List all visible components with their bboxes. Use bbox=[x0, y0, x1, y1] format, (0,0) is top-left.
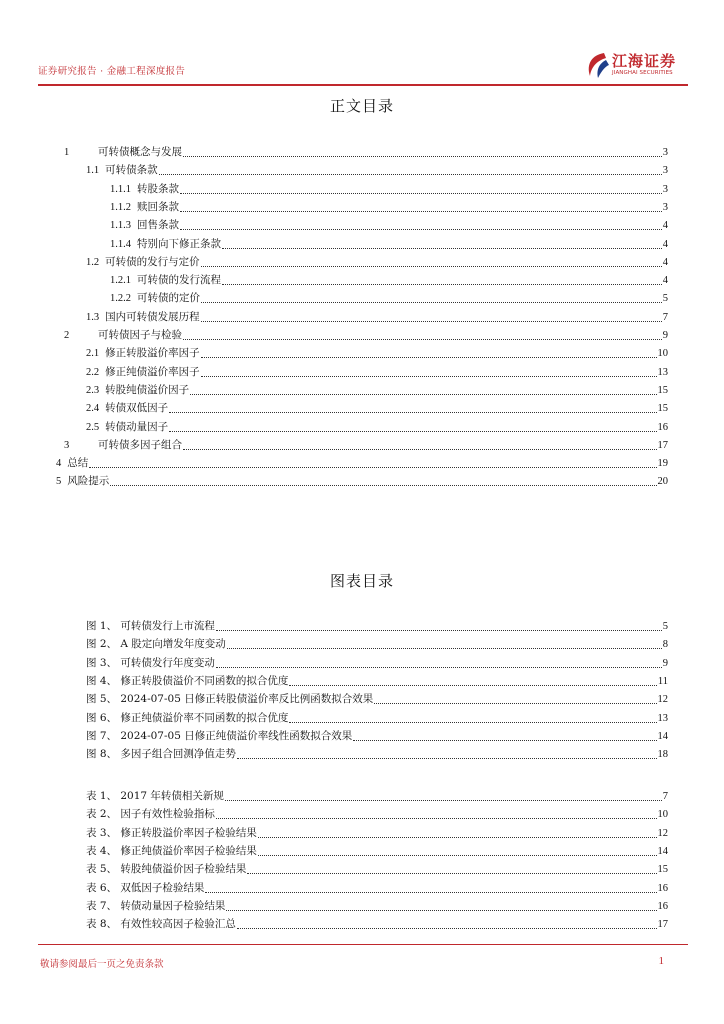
entry-title: 表 8、 有效性较高因子检验汇总 bbox=[86, 918, 236, 931]
list-entry[interactable] bbox=[86, 746, 668, 764]
entry-title: 风险提示 bbox=[67, 475, 110, 488]
list-entry[interactable] bbox=[86, 618, 668, 636]
entry-title: 可转债概念与发展 bbox=[98, 146, 182, 158]
list-entry[interactable] bbox=[86, 825, 668, 843]
list-entry[interactable] bbox=[86, 916, 668, 934]
entry-page-number: 16 bbox=[657, 882, 668, 894]
dot-leader bbox=[159, 165, 662, 175]
list-entry[interactable] bbox=[86, 655, 668, 673]
logo-mark-icon bbox=[584, 50, 610, 80]
entry-title: 图 8、 多因子组合回测净值走势 bbox=[86, 748, 236, 761]
toc-title: 正文目录 bbox=[329, 97, 394, 115]
figures-title: 图表目录 bbox=[329, 572, 394, 590]
entry-title: 表 4、 修正纯债溢价率因子检验结果 bbox=[86, 844, 257, 857]
dot-leader bbox=[353, 731, 656, 741]
entry-title: 转债双低因子 bbox=[105, 402, 169, 415]
toc-entry[interactable] bbox=[86, 345, 668, 363]
entry-page-number: 4 bbox=[662, 275, 668, 287]
entry-page-number: 11 bbox=[657, 675, 668, 687]
dot-leader bbox=[237, 919, 657, 929]
dot-leader bbox=[289, 676, 657, 686]
entry-title: 转股纯债溢价因子 bbox=[105, 383, 190, 396]
page-header bbox=[38, 50, 688, 90]
toc-entry-number: 1.1.2 bbox=[110, 201, 131, 213]
toc-entry-number: 1.1 bbox=[86, 165, 100, 177]
list-entry[interactable] bbox=[86, 710, 668, 728]
dot-leader bbox=[183, 147, 662, 157]
entry-page-number: 13 bbox=[657, 366, 668, 378]
toc-entry-number: 2 bbox=[64, 330, 70, 341]
toc-entry-number: 1.2.1 bbox=[110, 275, 131, 287]
entry-page-number: 5 bbox=[662, 293, 668, 305]
dot-leader bbox=[180, 220, 662, 230]
toc-entry-number: 1.2.2 bbox=[110, 293, 131, 305]
entry-page-number: 12 bbox=[657, 827, 668, 839]
entry-page-number: 17 bbox=[657, 439, 668, 451]
dot-leader bbox=[169, 422, 656, 432]
list-entry[interactable] bbox=[86, 728, 668, 746]
list-entry[interactable] bbox=[86, 673, 668, 691]
dot-leader bbox=[201, 348, 657, 358]
dot-leader bbox=[180, 184, 662, 194]
toc-entry-number: 1.3 bbox=[86, 311, 100, 323]
entry-title: 图 1、 可转债发行上市流程 bbox=[86, 620, 215, 632]
entry-page-number: 9 bbox=[662, 330, 668, 341]
entry-title: 特别向下修正条款 bbox=[137, 237, 221, 250]
entry-page-number: 10 bbox=[657, 348, 668, 360]
page-number: 1 bbox=[658, 955, 664, 967]
toc-entry[interactable] bbox=[86, 419, 668, 437]
dot-leader bbox=[190, 385, 656, 395]
entry-page-number: 13 bbox=[657, 712, 668, 724]
list-entry[interactable] bbox=[86, 898, 668, 916]
list-entry[interactable] bbox=[86, 843, 668, 861]
entry-title: 修正转股溢价率因子 bbox=[105, 347, 200, 360]
entry-title: 表 1、 2017 年转债相关新规 bbox=[86, 790, 224, 802]
header-divider bbox=[38, 84, 688, 86]
toc-entry[interactable] bbox=[110, 236, 668, 254]
list-entry[interactable] bbox=[86, 636, 668, 654]
entry-title: 表 7、 转债动量因子检验结果 bbox=[86, 899, 226, 912]
dot-leader bbox=[89, 458, 656, 468]
dot-leader bbox=[205, 883, 656, 893]
report-type-label: 证券研究报告 · 金融工程深度报告 bbox=[38, 66, 186, 77]
toc-entry[interactable] bbox=[86, 254, 668, 272]
dot-leader bbox=[222, 239, 662, 249]
toc-entry[interactable] bbox=[64, 437, 668, 455]
entry-page-number: 15 bbox=[657, 384, 668, 396]
entry-page-number: 7 bbox=[662, 791, 668, 802]
dot-leader bbox=[247, 864, 656, 874]
toc-entry-number: 1 bbox=[64, 147, 70, 158]
entry-page-number: 14 bbox=[657, 730, 668, 742]
entry-page-number: 15 bbox=[657, 403, 668, 415]
toc-entry[interactable] bbox=[56, 473, 668, 491]
toc-entry[interactable] bbox=[86, 309, 668, 327]
dot-leader bbox=[222, 275, 662, 285]
list-entry[interactable] bbox=[86, 691, 668, 709]
dot-leader bbox=[237, 749, 657, 759]
toc-entry-number: 1.2 bbox=[86, 256, 100, 268]
entry-title: 可转债多因子组合 bbox=[98, 438, 182, 451]
toc-entry-number: 2.5 bbox=[86, 421, 100, 433]
entry-page-number: 4 bbox=[662, 238, 668, 250]
entry-title: 图 3、 可转债发行年度变动 bbox=[86, 656, 215, 669]
entry-title: 回售条款 bbox=[137, 219, 179, 232]
entry-title: 国内可转债发展历程 bbox=[105, 310, 200, 323]
entry-title: 图 2、 A 股定向增发年度变动 bbox=[86, 638, 226, 651]
entry-page-number: 4 bbox=[662, 220, 668, 232]
toc-entry[interactable] bbox=[110, 290, 668, 308]
entry-page-number: 3 bbox=[662, 201, 668, 213]
toc-entry-number: 2.4 bbox=[86, 403, 100, 415]
entry-title: 表 3、 修正转股溢价率因子检验结果 bbox=[86, 826, 257, 839]
toc-entry[interactable] bbox=[110, 217, 668, 235]
entry-page-number: 8 bbox=[662, 639, 668, 651]
toc-entry-number: 1.1.1 bbox=[110, 183, 131, 195]
toc-entry-number: 2.2 bbox=[86, 366, 100, 378]
entry-page-number: 3 bbox=[662, 165, 668, 177]
entry-page-number: 16 bbox=[657, 421, 668, 433]
dot-leader bbox=[226, 901, 656, 911]
entry-page-number: 10 bbox=[657, 809, 668, 821]
entry-page-number: 3 bbox=[662, 147, 668, 158]
toc-entry[interactable] bbox=[86, 400, 668, 418]
toc-entry-number: 4 bbox=[56, 458, 62, 470]
entry-page-number: 3 bbox=[662, 183, 668, 195]
entry-page-number: 15 bbox=[657, 864, 668, 876]
entry-title: 表 6、 双低因子检验结果 bbox=[86, 881, 205, 894]
toc-entry[interactable] bbox=[64, 144, 668, 162]
entry-page-number: 17 bbox=[657, 919, 668, 931]
entry-title: 转债动量因子 bbox=[105, 420, 169, 433]
entry-title: 图 5、 2024-07-05 日修正转股债溢价率反比例函数拟合效果 bbox=[86, 693, 374, 706]
logo-chinese-name: 江海证券 bbox=[612, 52, 677, 70]
dot-leader bbox=[227, 639, 662, 649]
entry-title: 表 2、 因子有效性检验指标 bbox=[86, 808, 215, 821]
toc-entry-number: 2.3 bbox=[86, 384, 100, 396]
list-entry[interactable] bbox=[86, 861, 668, 879]
entry-title: 赎回条款 bbox=[137, 200, 179, 213]
list-entry[interactable] bbox=[86, 788, 668, 806]
dot-leader bbox=[201, 312, 662, 322]
dot-leader bbox=[201, 293, 662, 303]
dot-leader bbox=[374, 694, 656, 704]
toc-entry-number: 1.1.4 bbox=[110, 238, 131, 250]
toc-entry-number: 1.1.3 bbox=[110, 220, 131, 232]
entry-title: 可转债的定价 bbox=[137, 292, 200, 305]
entry-page-number: 18 bbox=[657, 749, 668, 761]
dot-leader bbox=[110, 476, 656, 486]
footer-divider bbox=[38, 944, 688, 945]
toc-entry[interactable] bbox=[86, 382, 668, 400]
entry-page-number: 7 bbox=[662, 311, 668, 323]
entry-title: 可转债的发行流程 bbox=[137, 274, 221, 287]
entry-title: 可转债条款 bbox=[105, 164, 158, 177]
entry-page-number: 14 bbox=[657, 845, 668, 857]
list-entry[interactable] bbox=[86, 880, 668, 898]
dot-leader bbox=[216, 809, 657, 819]
toc-entry-number: 2.1 bbox=[86, 348, 100, 360]
dot-leader bbox=[169, 403, 656, 413]
entry-page-number: 20 bbox=[657, 476, 668, 488]
toc-entry-number: 5 bbox=[56, 476, 62, 488]
dot-leader bbox=[180, 202, 662, 212]
entry-title: 转股条款 bbox=[137, 182, 179, 195]
entry-page-number: 19 bbox=[657, 458, 668, 470]
entry-title: 总结 bbox=[67, 457, 89, 470]
dot-leader bbox=[289, 713, 656, 723]
toc-entry[interactable] bbox=[110, 181, 668, 199]
entry-title: 修正纯债溢价率因子 bbox=[105, 365, 200, 378]
entry-title: 可转债的发行与定价 bbox=[105, 255, 200, 268]
list-entry[interactable] bbox=[86, 806, 668, 824]
toc-entry[interactable] bbox=[110, 272, 668, 290]
dot-leader bbox=[216, 658, 662, 668]
toc-entry[interactable] bbox=[64, 327, 668, 345]
dot-leader bbox=[201, 257, 662, 267]
dot-leader bbox=[201, 367, 657, 377]
dot-leader bbox=[216, 621, 662, 631]
toc-entry[interactable] bbox=[56, 455, 668, 473]
entry-page-number: 9 bbox=[662, 657, 668, 669]
dot-leader bbox=[183, 440, 657, 450]
entry-title: 表 5、 转股纯债溢价因子检验结果 bbox=[86, 863, 247, 876]
entry-title: 图 4、 修正转股债溢价不同函数的拟合优度 bbox=[86, 674, 289, 687]
dot-leader bbox=[258, 828, 657, 838]
entry-page-number: 12 bbox=[657, 694, 668, 706]
entry-page-number: 5 bbox=[662, 621, 668, 632]
toc-entry-number: 3 bbox=[64, 439, 70, 451]
toc-entry[interactable] bbox=[86, 364, 668, 382]
dot-leader bbox=[258, 846, 657, 856]
entry-title: 图 7、 2024-07-05 日修正纯债溢价率线性函数拟合效果 bbox=[86, 729, 353, 742]
logo-english-name: JIANGHAI SECURITIES bbox=[612, 70, 673, 76]
entry-title: 可转债因子与检验 bbox=[98, 329, 182, 341]
dot-leader bbox=[183, 330, 662, 340]
entry-page-number: 4 bbox=[662, 256, 668, 268]
dot-leader bbox=[225, 791, 662, 801]
company-logo bbox=[584, 50, 688, 80]
toc-entry[interactable] bbox=[86, 162, 668, 180]
entry-title: 图 6、 修正纯债溢价率不同函数的拟合优度 bbox=[86, 711, 289, 724]
footer-disclaimer: 敬请参阅最后一页之免责条款 bbox=[40, 959, 164, 970]
entry-page-number: 16 bbox=[657, 900, 668, 912]
toc-entry[interactable] bbox=[110, 199, 668, 217]
